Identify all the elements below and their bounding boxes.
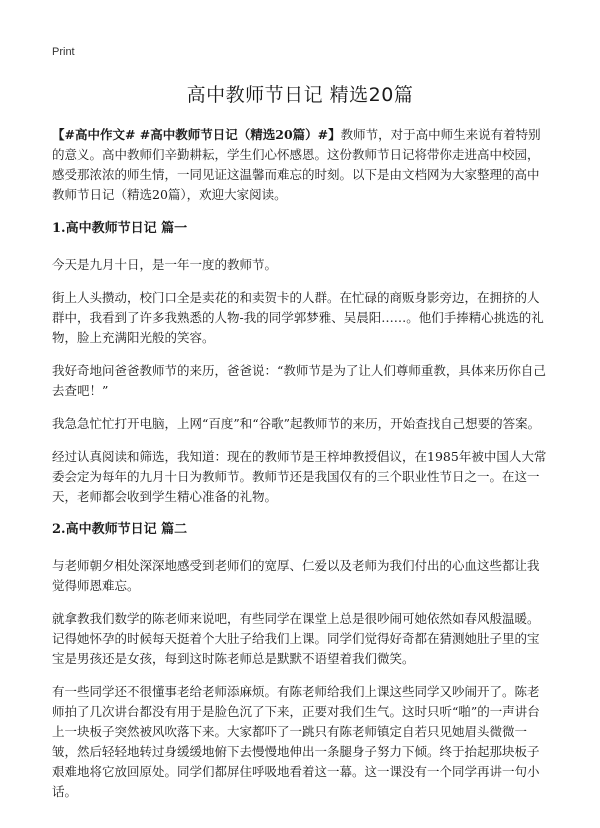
intro-paragraph [52, 125, 548, 205]
intro-tag: 【#高中作文# #高中教师节日记（精选20篇）#】 [52, 127, 341, 142]
section1-paragraph-5: 经过认真阅读和筛选，我知道：现在的教师节是王梓坤教授倡议，在1985年被中国人大常委会定为每年的九月十日为教师节。教师节还是我国仅有的三个职业性节日之一。在这一天，老师都会收到学生精心准备的礼物。 [52, 449, 547, 504]
section1-paragraph-2: 街上人头攒动，校门口全是卖花的和卖贺卡的人群。在忙碌的商贩身影旁边，在拥挤的人群中，我看到了许多我熟悉的人物-我的同学郭梦雅、吴晨阳……。他们手捧精心挑选的礼物，脸上充满阳光般的笑容。 [52, 290, 544, 345]
section1-paragraph-4: 我急急忙忙打开电脑，上网“百度”和“谷歌”起教师节的来历，开始查找自己想要的答案。 [52, 416, 541, 431]
section2-paragraph-3: 有一些同学还不很懂事老给老师添麻烦。有陈老师给我们上课这些同学又吵闹开了。陈老师拍了几次讲台都没有用于是脸色沉了下来，正要对我们生气。这时只听“啪”的一声讲台上一块板子突然被风吹落下来。大家都吓了一跳只有陈老师镇定自若只见她眉头微微一皱，然后轻轻地转过身缓缓地俯下去慢慢地伸出一条腿身子努力下倾。终于抬起那块板子艰难地将它放回原处。同学们都屏住呼吸地看着这一幕。这一课没有一个同学再讲一句小话。 [52, 684, 540, 799]
document-title: 高中教师节日记 精选20篇 [186, 84, 414, 106]
print-label[interactable]: Print [52, 46, 75, 58]
section-heading-2: 2.高中教师节日记 篇二 [52, 522, 188, 537]
section1-paragraph-1: 今天是九月十日，是一年一度的教师节。 [52, 257, 278, 272]
section2-paragraph-1: 与老师朝夕相处深深地感受到老师们的宽厚、仁爱以及老师为我们付出的心血这些都让我觉得师恩难忘。 [52, 558, 540, 593]
section-heading-1: 1.高中教师节日记 篇一 [52, 221, 188, 236]
document-body [52, 80, 548, 815]
section1-paragraph-3: 我好奇地问爸爸教师节的来历，爸爸说：“教师节是为了让人们尊师重教，具体来历你自己去查吧！” [52, 363, 546, 398]
intro-text: 教师节，对于高中师生来说有着特别的意义。高中教师们辛勤耕耘，学生们心怀感恩。这份教师节日记将带你走进高中校园，感受那浓浓的师生情，一同见证这温馨而难忘的时刻。以下是由文档网为大家整理的高中教师节日记（精选20篇），欢迎大家阅读。 [52, 127, 541, 202]
section2-paragraph-2: 就拿教我们数学的陈老师来说吧，有些同学在课堂上总是很吵闹可她依然如春风般温暖。记得她怀孕的时候每天挺着个大肚子给我们上课。同学们觉得好奇都在猜测她肚子里的宝宝是男孩还是女孩，每到这时陈老师总是默默不语望着我们微笑。 [52, 611, 540, 666]
